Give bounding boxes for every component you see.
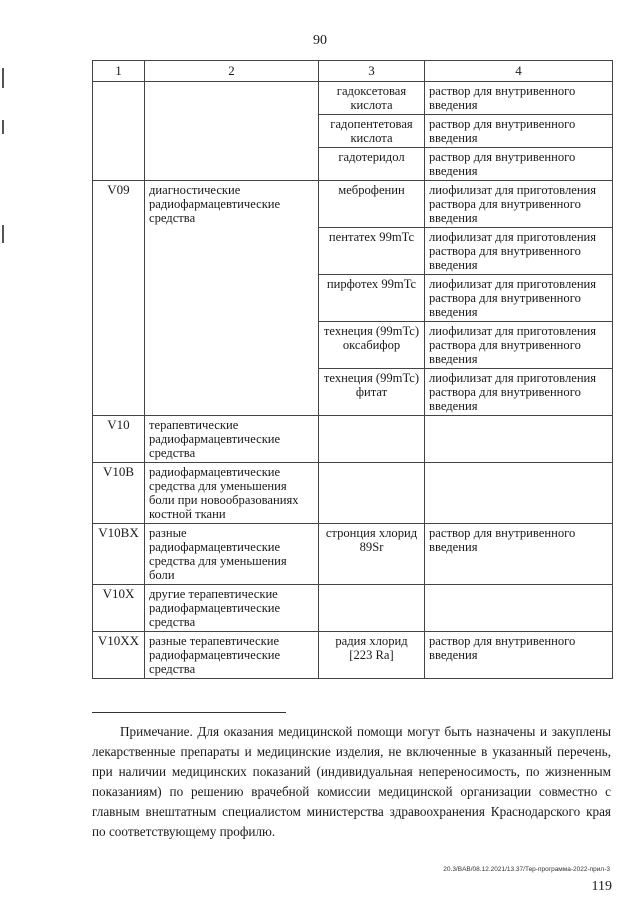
dosage-form-cell: лиофилизат для приготовления раствора для внутривенного введения: [425, 369, 613, 416]
drug-name-cell: стронция хлорид 89Sr: [319, 524, 425, 585]
page-number: 90: [313, 33, 327, 48]
drug-name-cell: технеция (99mTc) фитат: [319, 369, 425, 416]
atc-code-cell: V10X: [93, 585, 145, 632]
column-header: 3: [319, 61, 425, 82]
atc-code-cell: V10B: [93, 463, 145, 524]
dosage-form-cell: раствор для внутривенного введения: [425, 115, 613, 148]
column-header: 4: [425, 61, 613, 82]
column-header: 1: [93, 61, 145, 82]
table-header-row: [93, 61, 613, 82]
atc-group-cell: радиофармацевтические средства для уменьшения боли при новообразованиях костной ткани: [145, 463, 319, 524]
footnote-text: Примечание. Для оказания медицинской помощи могут быть назначены и закуплены лекарственные препараты и медицинские изделия, не включенные в указанный перечень, при наличии медицинских показаний (индивидуальная непереносимость, по жизненным показаниям) по решению врачебной комиссии медицинской организации совместно с главным внештатным специалистом министерства здравоохранения Краснодарского края по соответствующему профилю.: [92, 724, 611, 839]
footnote-divider: [92, 712, 286, 713]
table-row: [93, 181, 613, 228]
dosage-form-cell: раствор для внутривенного введения: [425, 524, 613, 585]
dosage-form-cell: лиофилизат для приготовления раствора для внутривенного введения: [425, 275, 613, 322]
atc-group-cell: диагностические радиофармацевтические средства: [145, 181, 319, 416]
drug-name-cell: гадотеридол: [319, 148, 425, 181]
atc-group-cell: другие терапевтические радиофармацевтические средства: [145, 585, 319, 632]
atc-code-cell: [93, 82, 145, 181]
atc-code-cell: V09: [93, 181, 145, 416]
document-page-number: 119: [591, 879, 612, 894]
column-header: 2: [145, 61, 319, 82]
atc-code-cell: V10BX: [93, 524, 145, 585]
atc-group-cell: терапевтические радиофармацевтические средства: [145, 416, 319, 463]
drug-name-cell: гадоксетовая кислота: [319, 82, 425, 115]
table-row: [93, 82, 613, 115]
dosage-form-cell: лиофилизат для приготовления раствора для внутривенного введения: [425, 181, 613, 228]
atc-code-cell: V10XX: [93, 632, 145, 679]
atc-group-cell: [145, 82, 319, 181]
margin-mark: [2, 120, 4, 134]
drug-name-cell: технеция (99mTc) оксабифор: [319, 322, 425, 369]
drug-name-cell: [319, 463, 425, 524]
margin-mark: [2, 225, 4, 243]
dosage-form-cell: лиофилизат для приготовления раствора для внутривенного введения: [425, 228, 613, 275]
drug-name-cell: радия хлорид [223 Ra]: [319, 632, 425, 679]
dosage-form-cell: раствор для внутривенного введения: [425, 632, 613, 679]
drug-table: [92, 60, 613, 679]
table-row: [93, 585, 613, 632]
drug-name-cell: гадопентетовая кислота: [319, 115, 425, 148]
table-row: [93, 632, 613, 679]
drug-name-cell: [319, 416, 425, 463]
drug-name-cell: [319, 585, 425, 632]
dosage-form-cell: раствор для внутривенного введения: [425, 82, 613, 115]
drug-name-cell: пирфотех 99mTc: [319, 275, 425, 322]
dosage-form-cell: раствор для внутривенного введения: [425, 148, 613, 181]
dosage-form-cell: [425, 416, 613, 463]
table-row: [93, 463, 613, 524]
document-reference: 20.3/BAB/08.12.2021/13.37/Тер-программа-2022-прил-3: [443, 866, 610, 873]
table-row: [93, 524, 613, 585]
margin-mark: [2, 68, 4, 88]
atc-code-cell: V10: [93, 416, 145, 463]
dosage-form-cell: [425, 585, 613, 632]
atc-group-cell: разные радиофармацевтические средства для уменьшения боли: [145, 524, 319, 585]
atc-group-cell: разные терапевтические радиофармацевтические средства: [145, 632, 319, 679]
table-row: [93, 416, 613, 463]
dosage-form-cell: лиофилизат для приготовления раствора для внутривенного введения: [425, 322, 613, 369]
drug-name-cell: меброфенин: [319, 181, 425, 228]
drug-name-cell: пентатех 99mTc: [319, 228, 425, 275]
dosage-form-cell: [425, 463, 613, 524]
